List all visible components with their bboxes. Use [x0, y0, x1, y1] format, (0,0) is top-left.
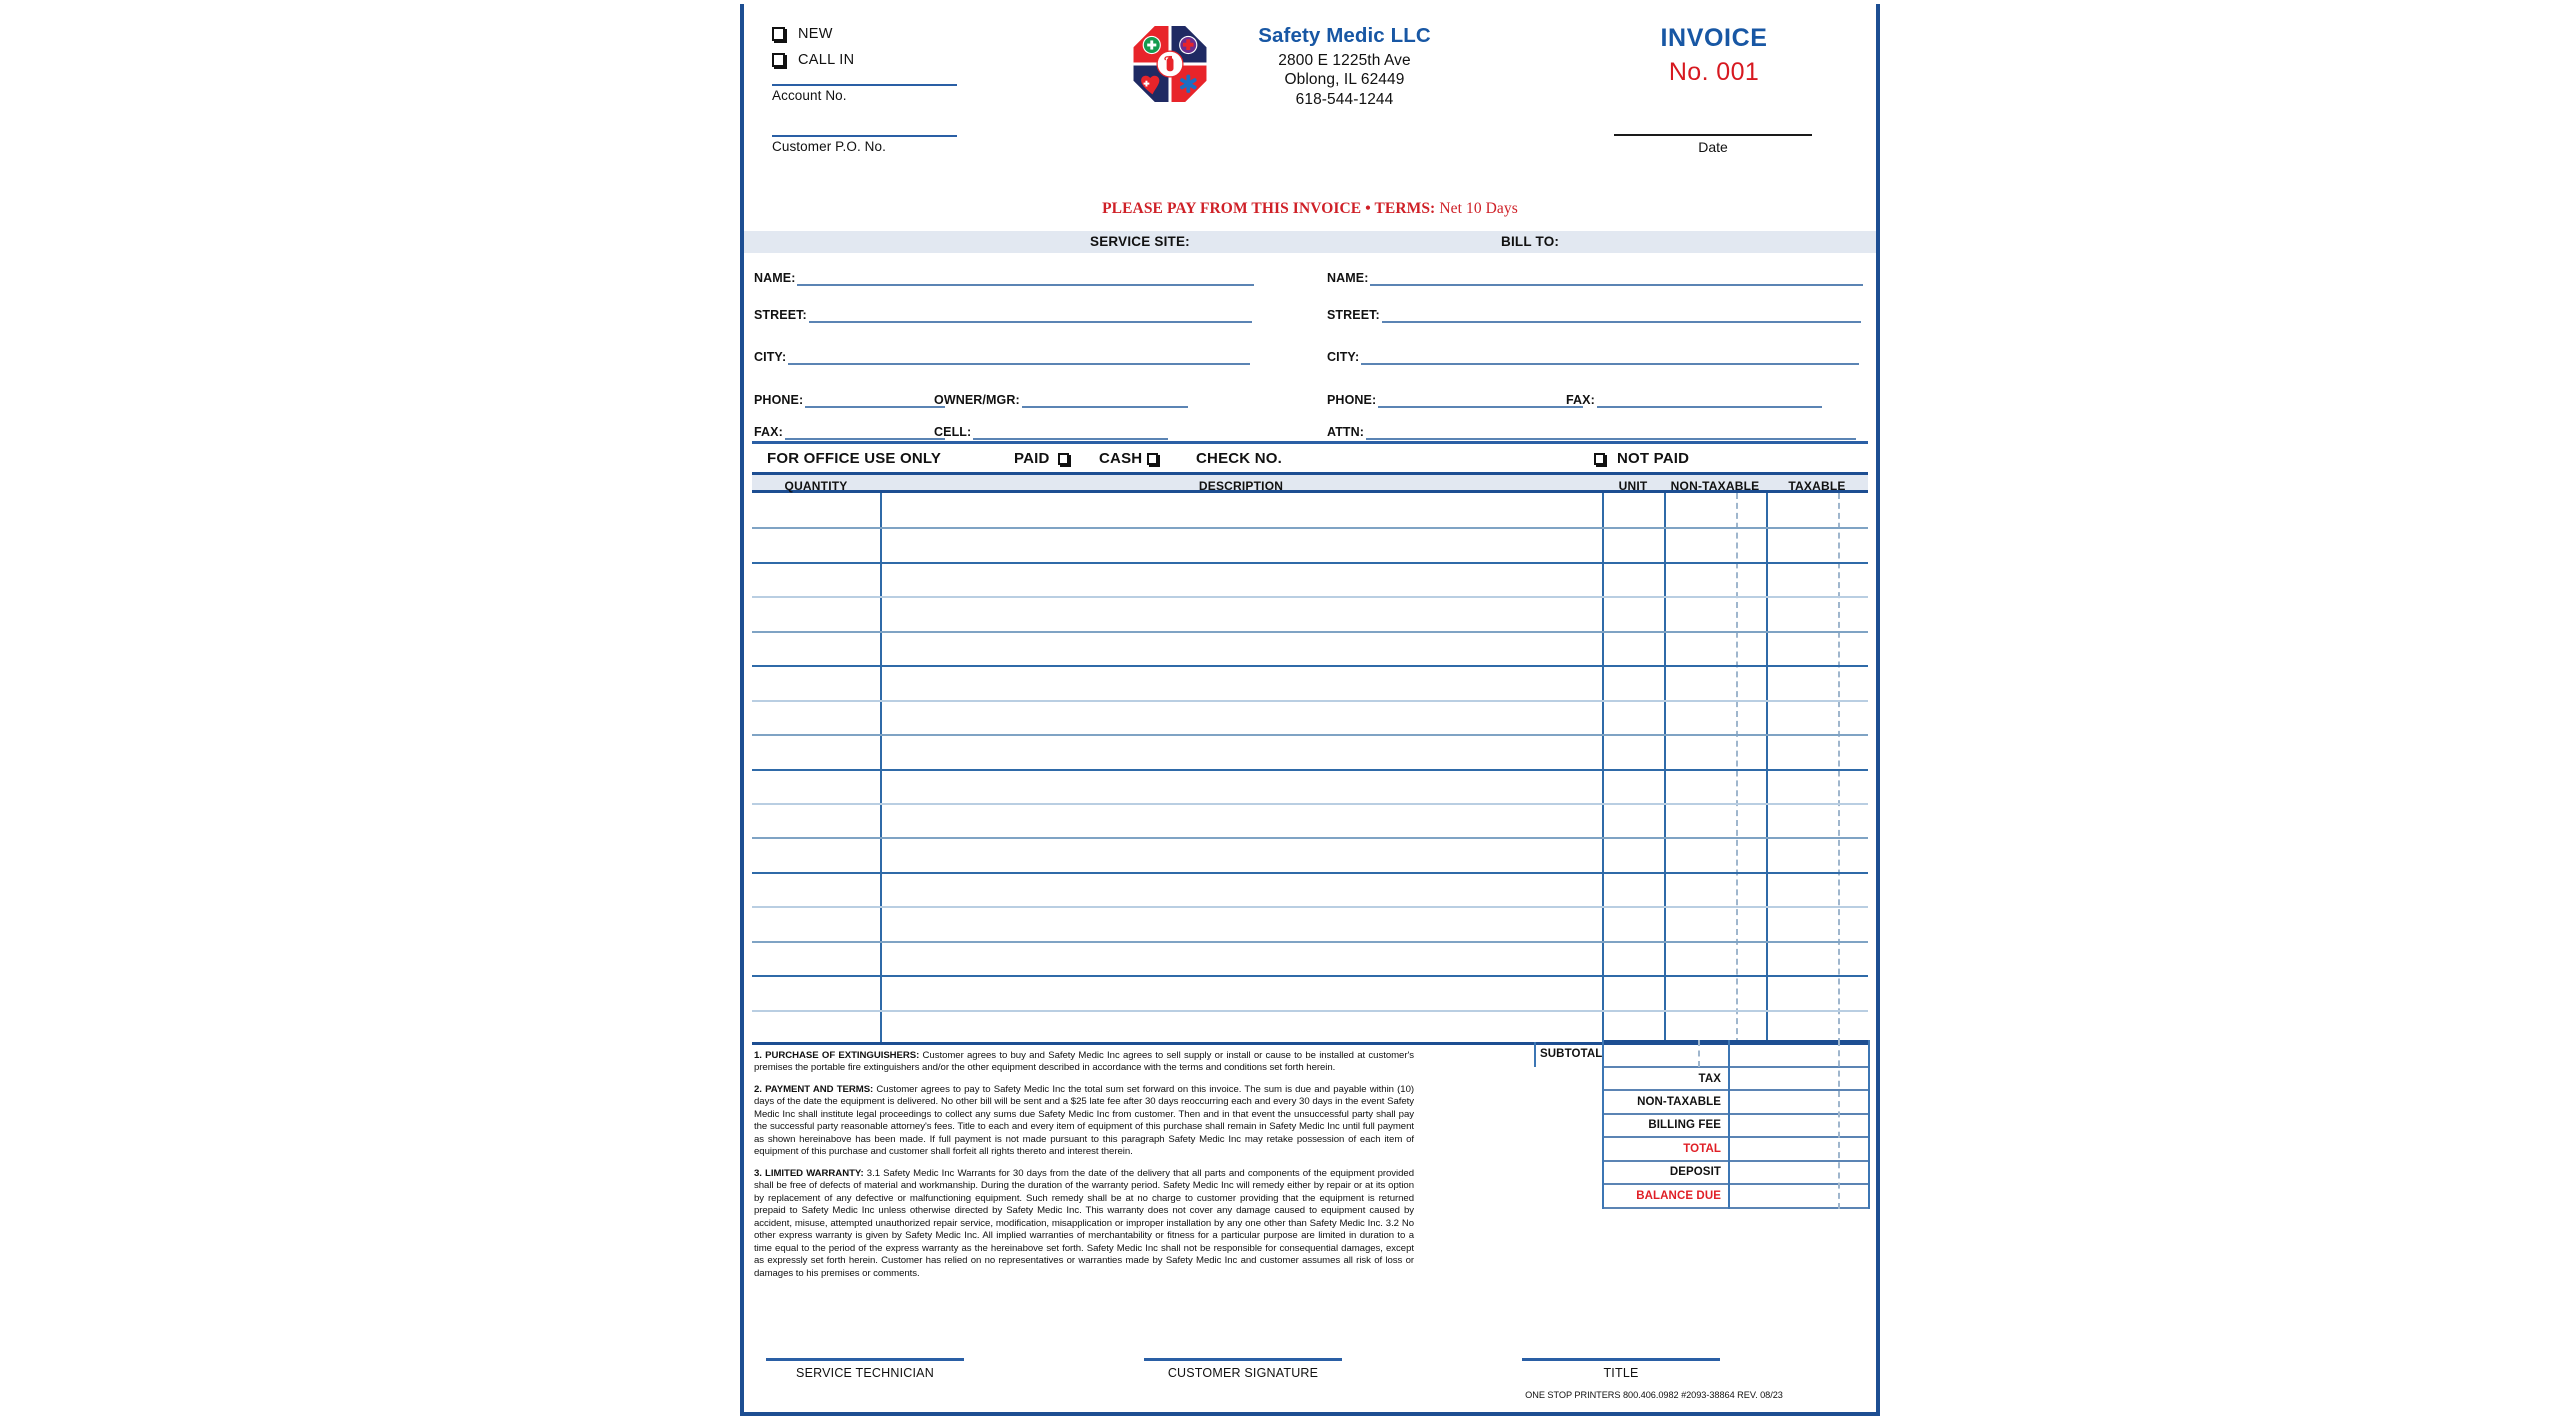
table-row[interactable] [752, 493, 1868, 527]
table-row[interactable] [752, 631, 1868, 665]
service-name-label: NAME: [754, 271, 796, 285]
non-taxable-value[interactable] [1728, 1090, 1868, 1113]
total-value[interactable] [1728, 1137, 1868, 1160]
terms-paragraph-2 [754, 1084, 1414, 1159]
totals-row-separator [1602, 1136, 1868, 1138]
table-row[interactable] [752, 906, 1868, 940]
table-row[interactable] [752, 527, 1868, 561]
cash-label: CASH [1099, 450, 1143, 467]
service-technician-rule[interactable] [766, 1358, 964, 1361]
table-row[interactable] [752, 872, 1868, 906]
subtotal-label: SUBTOTAL [1540, 1047, 1603, 1060]
checkbox-new[interactable] [772, 26, 833, 42]
service-fax-rule[interactable] [785, 438, 945, 440]
service-fax-label: FAX: [754, 425, 783, 439]
terms-p1-title: 1. PURCHASE OF EXTINGUISHERS: [754, 1050, 920, 1061]
checkbox-paid[interactable] [1058, 453, 1069, 465]
safety-medic-logo [1132, 24, 1208, 104]
bill-to-header: BILL TO: [1501, 234, 1560, 249]
billto-fax-field[interactable] [1566, 394, 1822, 409]
checkbox-call-in-label: CALL IN [798, 52, 855, 68]
account-no-field[interactable] [772, 84, 957, 103]
service-cell-label: CELL: [934, 425, 972, 439]
col-unit: UNIT [1618, 479, 1648, 493]
subtotal-cents-dash [1698, 1040, 1700, 1067]
table-row[interactable] [752, 1010, 1868, 1044]
invoice-number: No. 001 [1668, 58, 1760, 86]
paid-label: PAID [1014, 450, 1050, 467]
billto-phone-rule[interactable] [1378, 406, 1583, 408]
service-cell-field[interactable] [934, 426, 1168, 441]
billto-name-rule[interactable] [1370, 284, 1863, 286]
checkbox-call-in-box[interactable] [772, 53, 785, 67]
company-city-state-zip: Oblong, IL 62449 [1284, 71, 1405, 89]
billto-attn-label: ATTN: [1327, 425, 1365, 439]
billto-fax-rule[interactable] [1597, 406, 1822, 408]
billto-street-field[interactable] [1327, 309, 1861, 324]
billto-attn-field[interactable] [1327, 426, 1856, 441]
billto-city-label: CITY: [1327, 350, 1360, 364]
service-name-field[interactable] [754, 272, 1254, 287]
date-field[interactable] [1614, 134, 1812, 155]
billto-fax-label: FAX: [1566, 393, 1595, 407]
company-name: Safety Medic LLC [1258, 24, 1431, 47]
deposit-value[interactable] [1728, 1161, 1868, 1184]
table-row[interactable] [752, 769, 1868, 803]
pay-terms-notice [744, 200, 1876, 218]
checkbox-call-in[interactable] [772, 52, 854, 68]
customer-signature-rule[interactable] [1144, 1358, 1342, 1361]
totals-row-subtotal[interactable] [1534, 1042, 1868, 1065]
company-street: 2800 E 1225th Ave [1278, 51, 1411, 69]
billto-city-field[interactable] [1327, 351, 1859, 366]
billto-name-field[interactable] [1327, 272, 1863, 287]
service-street-rule[interactable] [809, 321, 1252, 323]
totals-row-non-taxable[interactable] [1534, 1090, 1868, 1113]
service-city-label: CITY: [754, 350, 787, 364]
non-taxable-label: NON-TAXABLE [1637, 1096, 1721, 1109]
service-street-field[interactable] [754, 309, 1252, 324]
billto-street-label: STREET: [1327, 308, 1380, 322]
total-label: TOTAL [1683, 1142, 1721, 1155]
billto-name-label: NAME: [1327, 271, 1369, 285]
balance-due-value[interactable] [1728, 1184, 1868, 1207]
balance-due-label: BALANCE DUE [1636, 1189, 1721, 1202]
checkbox-not-paid[interactable] [1594, 453, 1605, 465]
deposit-label: DEPOSIT [1669, 1166, 1721, 1179]
account-no-label: Account No. [772, 88, 847, 103]
table-row[interactable] [752, 700, 1868, 734]
title-rule[interactable] [1522, 1358, 1720, 1361]
account-no-rule [772, 84, 957, 86]
billto-city-rule[interactable] [1361, 363, 1859, 365]
table-row[interactable] [752, 941, 1868, 975]
customer-po-field[interactable] [772, 135, 957, 154]
table-row[interactable] [752, 665, 1868, 699]
billto-phone-field[interactable] [1327, 394, 1583, 409]
checkbox-new-label: NEW [798, 26, 833, 42]
printer-credit: ONE STOP PRINTERS 800.406.0982 #2093-38864 REV. 08/23 [1525, 1390, 1783, 1400]
service-ownermgr-rule[interactable] [1022, 406, 1188, 408]
col-taxable: TAXABLE [1788, 479, 1846, 493]
terms-paragraph-3 [754, 1168, 1414, 1280]
tax-label: TAX [1698, 1072, 1721, 1085]
address-section-divider [752, 441, 1868, 444]
checkbox-cash[interactable] [1147, 453, 1158, 465]
service-street-label: STREET: [754, 308, 807, 322]
totals-row-separator [1602, 1089, 1868, 1091]
totals-vertical-rule-1 [1728, 1040, 1730, 1209]
invoice-word: INVOICE [1660, 24, 1768, 52]
title-label: TITLE [1603, 1366, 1639, 1380]
terms-and-conditions [754, 1050, 1414, 1289]
service-cell-rule[interactable] [973, 438, 1168, 440]
totals-row-deposit[interactable] [1534, 1161, 1868, 1184]
subtotal-left-border [1534, 1042, 1536, 1067]
totals-row-separator [1602, 1066, 1868, 1068]
totals-row-tax[interactable] [1534, 1067, 1868, 1090]
totals-row-total[interactable] [1534, 1137, 1868, 1160]
terms-p3-title: 3. LIMITED WARRANTY: [754, 1167, 864, 1179]
table-row[interactable] [752, 734, 1868, 768]
billto-phone-label: PHONE: [1327, 393, 1377, 407]
service-phone-label: PHONE: [754, 393, 804, 407]
company-block [1222, 25, 1467, 109]
col-description: DESCRIPTION [1198, 479, 1284, 493]
service-city-field[interactable] [754, 351, 1250, 366]
billing-fee-value[interactable] [1728, 1114, 1868, 1137]
date-label: Date [1698, 139, 1728, 155]
totals-cents-dash [1838, 1040, 1840, 1209]
billto-attn-rule[interactable] [1366, 438, 1856, 440]
totals-top-border [1602, 1040, 1868, 1042]
table-row[interactable] [752, 975, 1868, 1009]
invoice-title-block [1599, 24, 1829, 87]
office-use-title: FOR OFFICE USE ONLY [767, 450, 942, 467]
totals-row-billing-fee[interactable] [1534, 1114, 1868, 1137]
invoice-form-sheet [740, 4, 1880, 1416]
totals-row-separator [1602, 1183, 1868, 1185]
table-row[interactable] [752, 837, 1868, 871]
billing-fee-label: BILLING FEE [1648, 1119, 1721, 1132]
service-phone-field[interactable] [754, 394, 945, 409]
customer-signature-label: CUSTOMER SIGNATURE [1167, 1366, 1319, 1380]
col-quantity: QUANTITY [784, 479, 848, 493]
totals-vertical-rule-0 [1602, 1040, 1604, 1209]
terms-p2-title: 2. PAYMENT AND TERMS: [754, 1083, 874, 1095]
date-rule [1614, 134, 1812, 136]
service-city-rule[interactable] [788, 363, 1250, 365]
office-use-row [744, 448, 1876, 471]
table-row[interactable] [752, 803, 1868, 837]
service-technician-label: SERVICE TECHNICIAN [796, 1366, 934, 1380]
totals-row-separator [1602, 1160, 1868, 1162]
totals-row-separator [1602, 1113, 1868, 1115]
service-fax-field[interactable] [754, 426, 945, 441]
service-ownermgr-field[interactable] [934, 394, 1188, 409]
line-items-header [752, 472, 1868, 493]
customer-po-rule [772, 135, 957, 137]
check-no-label: CHECK NO. [1196, 450, 1282, 467]
line-items-body[interactable] [752, 493, 1868, 1044]
pay-terms-net: Net 10 Days [1439, 200, 1518, 217]
customer-po-label: Customer P.O. No. [772, 139, 886, 154]
table-row[interactable] [752, 596, 1868, 630]
service-site-header: SERVICE SITE: [1090, 234, 1190, 249]
service-ownermgr-label: OWNER/MGR: [934, 393, 1020, 407]
col-non-taxable: NON-TAXABLE [1670, 479, 1760, 493]
service-name-rule[interactable] [797, 284, 1254, 286]
table-row[interactable] [752, 562, 1868, 596]
site-billto-band [744, 231, 1876, 253]
company-phone: 618-544-1244 [1295, 90, 1394, 108]
tax-value[interactable] [1728, 1067, 1868, 1090]
terms-p3-body: 3.1 Safety Medic Inc Warrants for 30 days from the date of the delivery that all parts and components of the equipment provided shall be free of defects of material and workmanship. During the duration of the warranty period. Safety Medic Inc will remedy either by repair or at its option by replacement of any defective or malfunctioning equipment. Such remedy shall be at no charge to customer providing that the equipment is returned prepaid to Safety Medic Inc unless otherwise directed by Safety Medic Inc. This warranty does not cover any damage caused to equipment caused by accident, misuse, attempted unauthorized repair service, modification, misapplication or improper installation by any one other than Safety Medic Inc. 3.2 No other express warranty is given by Safety Medic Inc. All implied warranties of merchantability or fitness for a particular purpose are limited in duration to a time equal to the period of the express warranty as the hereinabove set forth. Safety Medic Inc shall not be responsible for consequential damages, except as expressly set forth herein. Customer has relied on no representatives or warranties made by Safety Medic Inc and customer assumes all risk of loss or damages to his premises or comments. [754, 1167, 1414, 1279]
terms-paragraph-1 [754, 1050, 1414, 1075]
not-paid-label: NOT PAID [1617, 450, 1690, 467]
billto-street-rule[interactable] [1382, 321, 1861, 323]
totals-row-balance-due[interactable] [1534, 1184, 1868, 1207]
terms-p1-body: Customer agrees to buy and Safety Medic Inc agrees to sell supply or install or cause to be installed at customer's premises the portable fire extinguishers and/or the other equipment described in accordance with the terms and conditions set forth herein. [754, 1050, 1414, 1074]
service-phone-rule[interactable] [805, 406, 945, 408]
checkbox-new-box[interactable] [772, 27, 785, 41]
pay-terms-main: PLEASE PAY FROM THIS INVOICE • TERMS: [1102, 200, 1436, 217]
totals-bottom-border [1602, 1207, 1868, 1209]
totals-vertical-rule-2 [1868, 1040, 1870, 1209]
terms-p2-body: Customer agrees to pay to Safety Medic Inc the total sum set forward on this invoice. The sum is due and payable within (10) days of the date the equipment is delivered. No other bill will be sent and a $25 late fee after 30 days reoccurring each and every 30 days in the event Safety Medic Inc shall institute legal proceedings to collect any sums due Safety Medic Inc from customer. Then and in that event the unsuccessful party shall pay the successful party reasonable attorney's fees. Title to each and every item of equipment of this purchase shall remain in Safety Medic Inc until full payment as shown hereinabove has been made. If full payment is not made pursuant to this paragraph Safety Medic Inc may retake possession of each item of equipment of this purchase and customer shall forfeit all rights thereto and interest therein. [754, 1083, 1415, 1158]
line-items-table [752, 472, 1868, 1044]
